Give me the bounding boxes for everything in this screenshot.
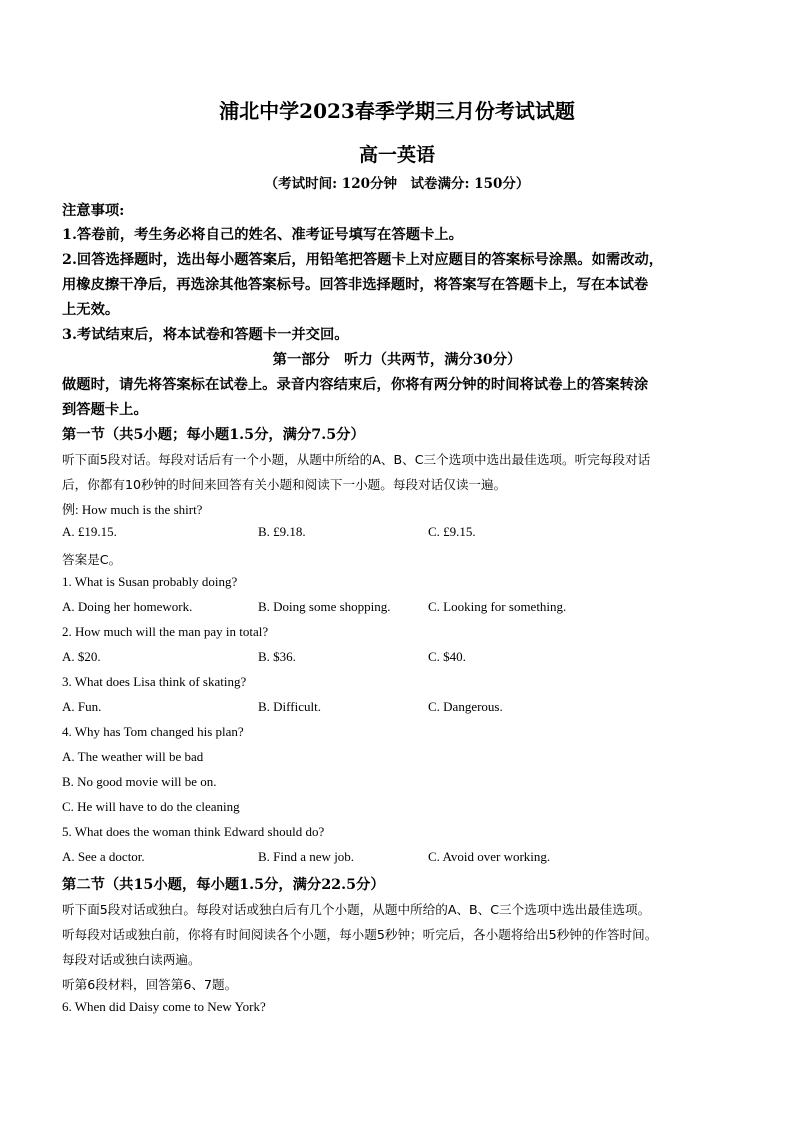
part1-title: 第一部分 听力（共两节，满分30分） — [272, 352, 522, 368]
section2-title: 第二节（共15小题，每小题1.5分，满分22.5分） — [62, 877, 385, 893]
question-5: 5. What does the woman think Edward should do? — [62, 824, 325, 839]
notes-heading: 注意事项: — [62, 203, 125, 219]
example-option-a: A. £19.15. — [62, 524, 117, 539]
question-3-option-a: A. Fun. — [62, 699, 102, 714]
exam-info: （考试时间: 120分钟 试卷满分: 150分） — [264, 176, 530, 192]
question-2-option-c: C. $40. — [428, 649, 466, 664]
question-4-option-a: A. The weather will be bad — [62, 749, 204, 764]
question-4-option-c: C. He will have to do the cleaning — [62, 799, 240, 814]
question-2: 2. How much will the man pay in total? — [62, 624, 269, 639]
section1-intro-line-2: 后，你都有10秒钟的时间来回答有关小题和阅读下一小题。每段对话仅读一遍。 — [62, 477, 507, 492]
section1-intro-line-1: 听下面5段对话。每段对话后有一个小题，从题中所给的A、B、C三个选项中选出最佳选项。听完每段对话 — [62, 452, 651, 467]
question-2-option-b: B. $36. — [258, 649, 296, 664]
question-5-option-c: C. Avoid over working. — [428, 849, 551, 864]
section2-intro-line-1: 听下面5段对话或独白。每段对话或独白后有几个小题，从题中所给的A、B、C三个选项中选出最佳选项。 — [62, 902, 651, 917]
part1-intro-line-2: 到答题卡上。 — [62, 402, 148, 418]
question-1: 1. What is Susan probably doing? — [62, 574, 238, 589]
section2-intro-line-3: 每段对话或独白读两遍。 — [62, 952, 201, 967]
note-item-1: 1.答卷前，考生务必将自己的姓名、准考证号填写在答题卡上。 — [62, 227, 463, 243]
question-3-option-b: B. Difficult. — [258, 699, 321, 714]
question-5-option-a: A. See a doctor. — [62, 849, 145, 864]
question-2-option-a: A. $20. — [62, 649, 101, 664]
question-1-option-b: B. Doing some shopping. — [258, 599, 391, 614]
question-3-option-c: C. Dangerous. — [428, 699, 503, 714]
section1-title: 第一节（共5小题；每小题1.5分，满分7.5分） — [62, 427, 365, 443]
note-item-2-line-1: 2.回答选择题时，选出每小题答案后，用铅笔把答题卡上对应题目的答案标号涂黑。如需改动， — [62, 252, 664, 268]
part1-intro-line-1: 做题时，请先将答案标在试卷上。录音内容结束后，你将有两分钟的时间将试卷上的答案转涂 — [62, 377, 649, 393]
material-6-instruction: 听第6段材料，回答第6、7题。 — [62, 977, 238, 992]
note-item-3: 3.考试结束后，将本试卷和答题卡一并交回。 — [62, 327, 349, 343]
note-item-2-line-2: 用橡皮擦干净后，再选涂其他答案标号。回答非选择题时，将答案写在答题卡上，写在本试卷 — [62, 277, 649, 293]
question-1-option-a: A. Doing her homework. — [62, 599, 193, 614]
example-option-b: B. £9.18. — [258, 524, 306, 539]
question-4: 4. Why has Tom changed his plan? — [62, 724, 244, 739]
example-option-c: C. £9.15. — [428, 524, 476, 539]
question-5-option-b: B. Find a new job. — [258, 849, 355, 864]
subject-title: 高一英语 — [358, 144, 435, 166]
question-4-option-b: B. No good movie will be on. — [62, 774, 217, 789]
question-3: 3. What does Lisa think of skating? — [62, 674, 247, 689]
section2-intro-line-2: 听每段对话或独白前，你将有时间阅读各个小题，每小题5秒钟；听完后，各小题将给出5秒钟的作答时间。 — [62, 927, 658, 942]
note-item-2-line-3: 上无效。 — [62, 302, 120, 318]
example-question: 例: How much is the shirt? — [62, 502, 203, 517]
example-answer: 答案是C。 — [62, 552, 122, 567]
exam-title: 浦北中学2023春季学期三月份考试试题 — [219, 99, 575, 123]
question-1-option-c: C. Looking for something. — [428, 599, 567, 614]
question-6: 6. When did Daisy come to New York? — [62, 999, 266, 1014]
